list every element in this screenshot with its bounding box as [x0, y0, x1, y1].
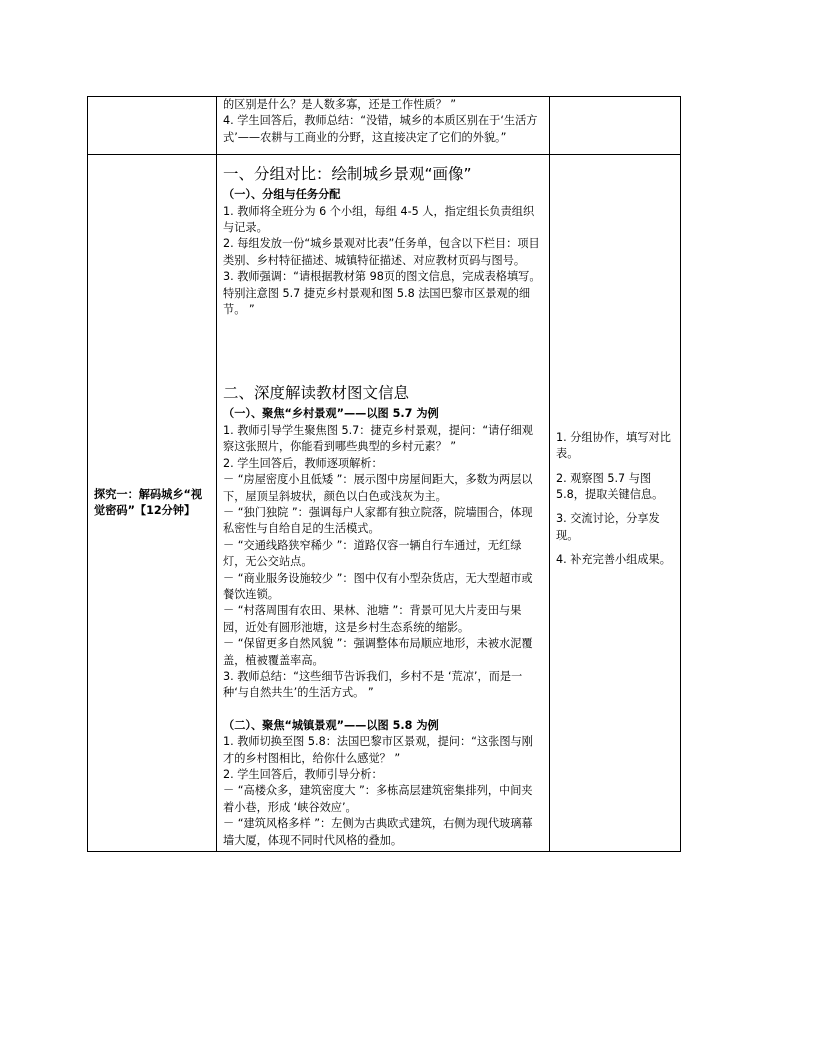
subsection-heading: （一）、聚焦“乡村景观”——以图 5.7 为例 — [223, 407, 439, 421]
list-item: 1. 教师切换至图 5.8：法国巴黎市区景观，提问：“这张图与刚才的乡村图相比，给你什么感觉？ ” — [223, 735, 533, 765]
list-item: － “高楼众多，建筑密度大 ”：多栋高层建筑密集排列，中间夹着小巷，形成 ‘峡谷效应’。 — [223, 784, 533, 814]
student-activity-cell — [550, 155, 681, 852]
student-step: 2. 观察图 5.7 与图 5.8，提取关键信息。 — [556, 471, 664, 501]
lesson-plan-table — [87, 96, 681, 852]
activity-cell-empty — [88, 97, 217, 155]
list-item: 1. 教师将全班分为 6 个小组，每组 4-5 人，指定组长负责组织与记录。 — [223, 204, 535, 235]
list-item: 2. 学生回答后，教师引导分析： — [223, 768, 383, 781]
activity-title-cell — [88, 155, 217, 852]
list-item: 2. 学生回答后，教师逐项解析： — [223, 456, 383, 470]
subsection-heading: （二）、聚焦“城镇景观”——以图 5.8 为例 — [223, 718, 439, 732]
student-activity-cell-empty — [550, 97, 681, 155]
list-item: 3. 教师总结：“这些细节告诉我们，乡村不是 ‘荒凉’，而是一种‘与自然共生’的生活方式。 ” — [223, 669, 523, 700]
list-item: 1. 教师引导学生聚焦图 5.7：捷克乡村景观，提问：“请仔细观察这张照片，你能看到哪些典型的乡村元素？ ” — [223, 423, 533, 454]
text-line: 4. 学生回答后，教师总结：“没错，城乡的本质区别在于‘生活方式’——农耕与工商业的分野，这直接决定了它们的外貌。” — [223, 114, 538, 144]
list-item: － “交通线路狭窄稀少 ”：道路仅容一辆自行车通过，无红绿灯，无公交站点。 — [223, 538, 522, 569]
list-item: － “房屋密度小且低矮 ”：展示图中房屋间距大，多数为两层以下，屋顶呈斜坡状，颜色以白色或浅灰为主。 — [223, 473, 533, 503]
list-item: 3. 教师强调：“请根据教材第 98页的图文信息，完成表格填写。特别注意图 5.7 捷克乡村景观和图 5.8 法国巴黎市区景观的细节。 ” — [223, 270, 541, 317]
table-row — [88, 155, 681, 852]
list-item: － “独门独院 ”：强调每户人家都有独立院落，院墙围合，体现私密性与自给自足的生活模式。 — [223, 505, 533, 536]
text-line: 的区别是什么？是人数多寡，还是工作性质？ ” — [223, 98, 457, 111]
subsection-heading: （一）、分组与任务分配 — [223, 188, 341, 202]
list-item: － “村落周围有农田、果林、池塘 ”：背景可见大片麦田与果园，近处有圆形池塘，这是乡村生态系统的缩影。 — [223, 604, 522, 634]
table-row — [88, 97, 681, 155]
list-item: － “保留更多自然风貌 ”：强调整体布局顺应地形，未被水泥覆盖，植被覆盖率高。 — [223, 637, 533, 667]
student-step: 4. 补充完善小组成果。 — [556, 553, 671, 567]
section-heading: 二、深度解读教材图文信息 — [223, 384, 410, 403]
teacher-activity-cell — [217, 97, 550, 155]
teacher-activity-cell — [217, 155, 550, 852]
student-step: 1. 分组协作，填写对比表。 — [556, 430, 671, 461]
list-item: 2. 每组发放一份“城乡景观对比表”任务单，包含以下栏目：项目类别、乡村特征描述、城镇特征描述、对应教材页码与图号。 — [223, 237, 540, 267]
section-heading: 一、分组对比：绘制城乡景观“画像” — [223, 165, 472, 184]
list-item: － “商业服务设施较少 ”：图中仅有小型杂货店，无大型超市或餐饮连锁。 — [223, 571, 533, 601]
list-item: － “建筑风格多样 ”：左侧为古典欧式建筑，右侧为现代玻璃幕墙大厦，体现不同时代风格的叠加。 — [223, 817, 533, 847]
activity-title: 探究一：解码城乡“视觉密码”【12分钟】 — [94, 487, 203, 518]
student-step: 3. 交流讨论，分享发现。 — [556, 512, 660, 542]
